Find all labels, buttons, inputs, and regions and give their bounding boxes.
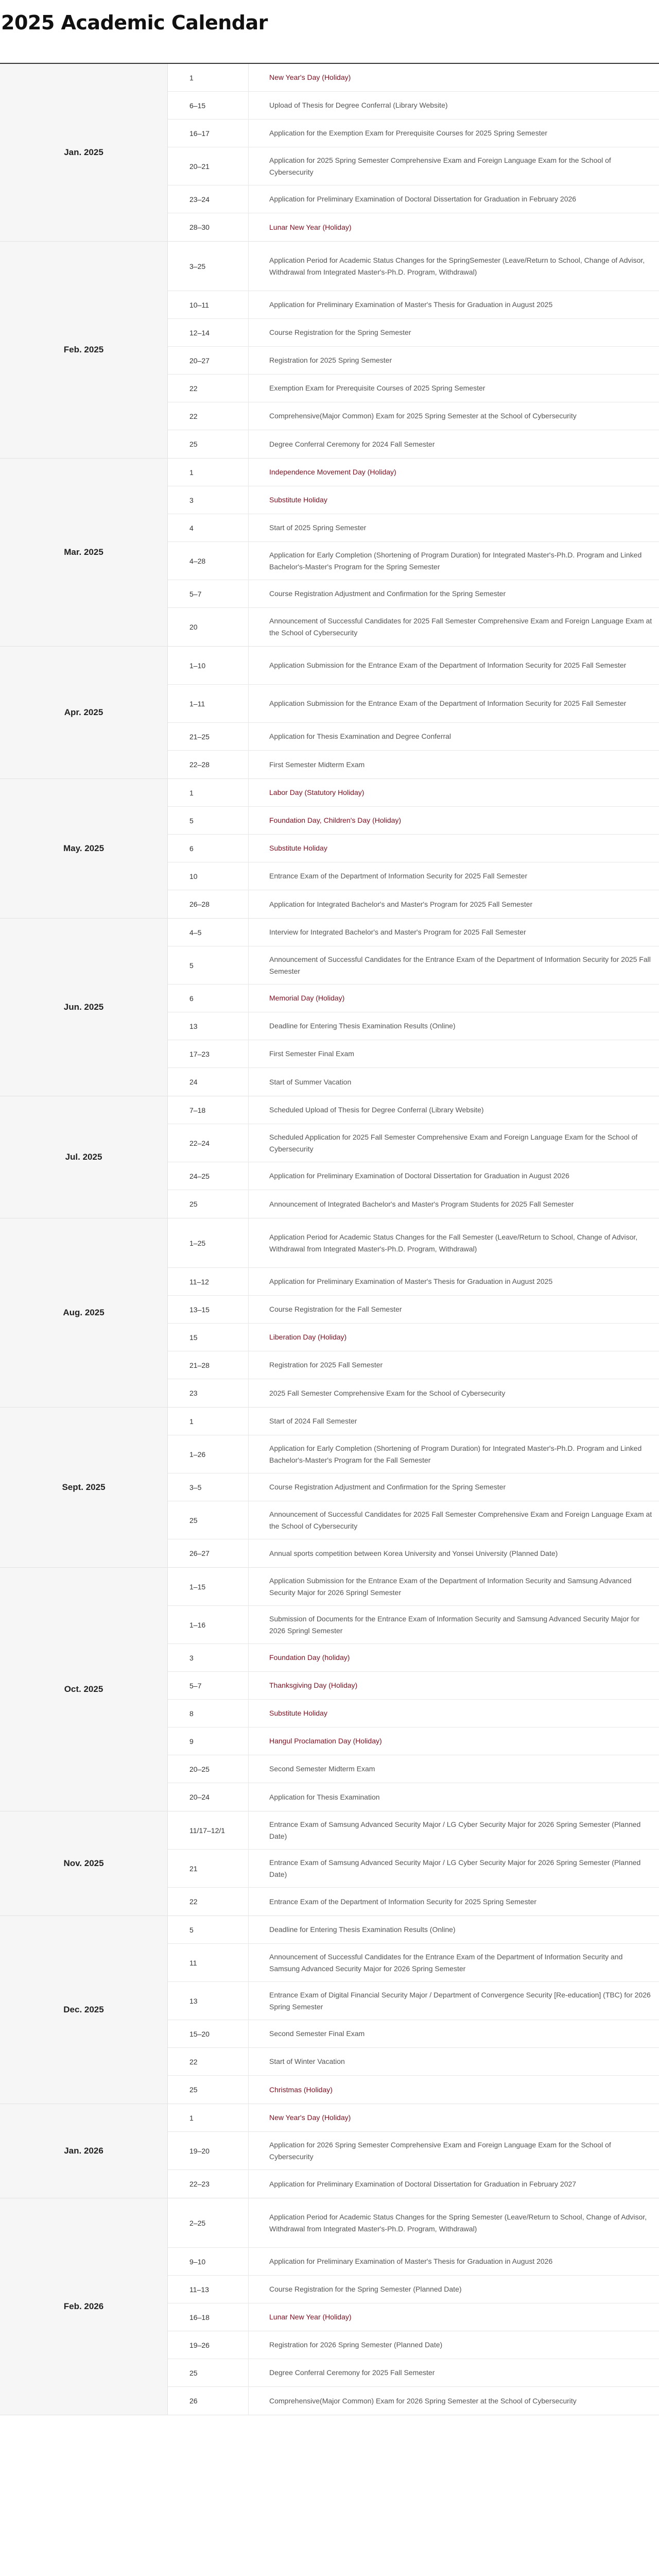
event-date: 20–21 — [168, 147, 249, 185]
calendar-row — [168, 1501, 659, 1539]
calendar-row — [168, 1727, 659, 1755]
event-date: 21–25 — [168, 723, 249, 750]
holiday-event-text: Labor Day (Statutory Holiday) — [269, 788, 365, 796]
event-text: Course Registration for the Fall Semester — [269, 1305, 402, 1313]
event-text: Scheduled Application for 2025 Fall Semester Comprehensive Exam and Foreign Language Exam for the School of Cybersecurity — [269, 1132, 638, 1153]
event-date: 3–5 — [168, 1473, 249, 1501]
month-block — [0, 2198, 659, 2415]
event-date: 22 — [168, 2048, 249, 2075]
event-text: First Semester Final Exam — [269, 1049, 354, 1058]
holiday-event-text: Thanksgiving Day (Holiday) — [269, 1681, 358, 1689]
event-date: 1–10 — [168, 647, 249, 684]
event-text: Course Registration Adjustment and Confirmation for the Spring Semester — [269, 1483, 506, 1491]
calendar-row — [168, 1012, 659, 1040]
calendar-row — [168, 2170, 659, 2198]
calendar-row — [168, 402, 659, 430]
month-events — [168, 1096, 659, 1218]
event-date: 1–26 — [168, 1435, 249, 1473]
event-text: Start of Summer Vacation — [269, 1077, 352, 1086]
holiday-event-text: New Year's Day (Holiday) — [269, 2113, 351, 2122]
calendar-row — [168, 807, 659, 835]
event-text: Entrance Exam of Samsung Advanced Security Major / LG Cyber Security Major for 2026 Spring Semester (Planned Date) — [269, 1858, 641, 1878]
month-label: Aug. 2025 — [0, 1218, 168, 1407]
calendar-row — [168, 2331, 659, 2359]
event-text: Degree Conferral Ceremony for 2024 Fall Semester — [269, 439, 435, 448]
month-label: Oct. 2025 — [0, 1568, 168, 1811]
calendar-row — [168, 291, 659, 319]
calendar-row — [168, 835, 659, 862]
event-date: 25 — [168, 1501, 249, 1539]
event-date: 1–25 — [168, 1218, 249, 1267]
event-date: 1–11 — [168, 685, 249, 722]
event-date: 10–11 — [168, 291, 249, 318]
event-text: Annual sports competition between Korea University and Yonsei University (Planned Date) — [269, 1549, 558, 1557]
event-date: 5 — [168, 946, 249, 984]
month-block — [0, 647, 659, 779]
month-block — [0, 1408, 659, 1568]
month-events — [168, 1916, 659, 2104]
event-date: 22 — [168, 375, 249, 402]
calendar-row — [168, 1218, 659, 1268]
event-date: 6 — [168, 835, 249, 862]
event-date: 4–5 — [168, 919, 249, 946]
calendar-row — [168, 1096, 659, 1124]
month-label: Feb. 2026 — [0, 2198, 168, 2415]
event-date: 22–28 — [168, 751, 249, 778]
event-date: 20 — [168, 608, 249, 646]
event-date: 6–15 — [168, 92, 249, 119]
event-date: 9–10 — [168, 2248, 249, 2275]
event-date: 7–18 — [168, 1096, 249, 1124]
holiday-event-text: Substitute Holiday — [269, 1709, 327, 1717]
month-label: Apr. 2025 — [0, 647, 168, 778]
event-text: Announcement of Successful Candidates for the Entrance Exam of the Department of Information Security for 2025 Fall Semester — [269, 955, 651, 975]
event-text: Upload of Thesis for Degree Conferral (Library Website) — [269, 101, 448, 109]
event-date: 1 — [168, 459, 249, 486]
calendar-row — [168, 2104, 659, 2132]
calendar-row — [168, 919, 659, 946]
event-text: Application Submission for the Entrance Exam of the Department of Information Security for 2025 Fall Semester — [269, 661, 627, 669]
calendar-row — [168, 2276, 659, 2303]
calendar-row — [168, 1068, 659, 1096]
calendar-row — [168, 1435, 659, 1473]
month-events — [168, 779, 659, 918]
event-text: Entrance Exam of the Department of Information Security for 2025 Fall Semester — [269, 872, 528, 880]
month-label: Jan. 2026 — [0, 2104, 168, 2198]
event-text: Degree Conferral Ceremony for 2025 Fall Semester — [269, 2368, 435, 2377]
event-text: Application Period for Academic Status Changes for the Fall Semester (Leave/Return to School, Change of Advisor, Withdrawal from Integrated Master's-Ph.D. Program, Withdrawal) — [269, 1232, 638, 1253]
event-date: 22 — [168, 402, 249, 430]
calendar-row — [168, 92, 659, 120]
event-text: Start of 2025 Spring Semester — [269, 523, 367, 532]
page-title: 2025 Academic Calendar — [1, 11, 268, 34]
month-events — [168, 1811, 659, 1916]
holiday-event-text: Foundation Day (holiday) — [269, 1653, 350, 1662]
event-text: Application for Preliminary Examination of Master's Thesis for Graduation in August 2026 — [269, 2257, 553, 2265]
calendar-row — [168, 1783, 659, 1811]
event-text: Application for Thesis Examination and Degree Conferral — [269, 732, 452, 740]
event-text: Registration for 2026 Spring Semester (Planned Date) — [269, 2341, 443, 2349]
event-date: 22–23 — [168, 2170, 249, 2198]
event-text: Deadline for Entering Thesis Examination Results (Online) — [269, 1925, 456, 1934]
event-date: 3 — [168, 1644, 249, 1671]
calendar-row — [168, 2198, 659, 2248]
event-text: Scheduled Upload of Thesis for Degree Conferral (Library Website) — [269, 1106, 484, 1114]
month-block — [0, 1916, 659, 2104]
calendar-row — [168, 1811, 659, 1850]
calendar-row — [168, 985, 659, 1012]
calendar-row — [168, 375, 659, 402]
event-text: Course Registration for the Spring Semester (Planned Date) — [269, 2285, 462, 2293]
calendar-row — [168, 1672, 659, 1700]
calendar-row — [168, 2387, 659, 2415]
calendar-row — [168, 2020, 659, 2048]
event-date: 20–27 — [168, 347, 249, 374]
month-block — [0, 1568, 659, 1811]
month-events — [168, 2198, 659, 2415]
event-date: 19–20 — [168, 2132, 249, 2170]
event-date: 1 — [168, 1408, 249, 1435]
holiday-event-text: Christmas (Holiday) — [269, 2085, 333, 2094]
event-text: Deadline for Entering Thesis Examination Results (Online) — [269, 1022, 456, 1030]
event-text: Comprehensive(Major Common) Exam for 2026 Spring Semester at the School of Cybersecurity — [269, 2396, 577, 2405]
calendar-row — [168, 1040, 659, 1068]
month-block — [0, 1218, 659, 1408]
month-label: Jun. 2025 — [0, 919, 168, 1096]
calendar-row — [168, 1379, 659, 1407]
event-date: 16–17 — [168, 120, 249, 147]
calendar-row — [168, 1268, 659, 1296]
event-date: 11–12 — [168, 1268, 249, 1295]
event-date: 17–23 — [168, 1040, 249, 1067]
event-text: Application for Integrated Bachelor's and Master's Program for 2025 Fall Semester — [269, 900, 533, 908]
event-date: 13 — [168, 1012, 249, 1040]
month-label: Feb. 2025 — [0, 242, 168, 458]
event-text: Entrance Exam of Samsung Advanced Security Major / LG Cyber Security Major for 2026 Spring Semester (Planned Date) — [269, 1820, 641, 1840]
calendar-row — [168, 2248, 659, 2276]
month-events — [168, 459, 659, 646]
calendar-row — [168, 430, 659, 458]
event-text: Start of Winter Vacation — [269, 2057, 345, 2065]
event-date: 25 — [168, 2076, 249, 2104]
event-text: Application for Preliminary Examination of Doctoral Dissertation for Graduation in February 2027 — [269, 2179, 577, 2188]
holiday-event-text: Lunar New Year (Holiday) — [269, 2313, 352, 2321]
event-text: Announcement of Integrated Bachelor's and Master's Program Students for 2025 Fall Semester — [269, 1199, 574, 1208]
event-date: 5–7 — [168, 1672, 249, 1699]
event-text: Entrance Exam of Digital Financial Security Major / Department of Convergence Security [Re-education] (TBC) for 2026 Spring Semester — [269, 1990, 651, 2011]
event-date: 21–28 — [168, 1351, 249, 1379]
event-date: 26–28 — [168, 890, 249, 918]
event-date: 25 — [168, 1190, 249, 1218]
event-text: Announcement of Successful Candidates for 2025 Fall Semester Comprehensive Exam and Foreign Language Exam at the School of Cybersecurity — [269, 1510, 652, 1530]
event-text: Application for Thesis Examination — [269, 1792, 380, 1801]
month-events — [168, 64, 659, 241]
event-date: 11–13 — [168, 2276, 249, 2303]
calendar-row — [168, 120, 659, 147]
event-text: Registration for 2025 Fall Semester — [269, 1361, 383, 1369]
event-text: Registration for 2025 Spring Semester — [269, 356, 392, 364]
calendar-row — [168, 751, 659, 778]
event-text: Application for 2026 Spring Semester Comprehensive Exam and Foreign Language Exam for the School of Cybersecurity — [269, 2140, 611, 2161]
calendar-row — [168, 1190, 659, 1218]
month-block — [0, 1811, 659, 1916]
event-date: 23–24 — [168, 185, 249, 213]
month-label: Jan. 2025 — [0, 64, 168, 241]
month-events — [168, 2104, 659, 2198]
event-date: 6 — [168, 985, 249, 1012]
month-block — [0, 919, 659, 1096]
month-events — [168, 919, 659, 1096]
calendar-row — [168, 1324, 659, 1351]
event-date: 5 — [168, 807, 249, 834]
event-text: Application for Preliminary Examination of Doctoral Dissertation for Graduation in August 2026 — [269, 1172, 569, 1180]
calendar-row — [168, 1644, 659, 1672]
calendar-row — [168, 1162, 659, 1190]
calendar-row — [168, 723, 659, 751]
event-date: 1–16 — [168, 1606, 249, 1643]
calendar-row — [168, 2303, 659, 2331]
holiday-event-text: Lunar New Year (Holiday) — [269, 223, 352, 231]
holiday-event-text: Hangul Proclamation Day (Holiday) — [269, 1737, 382, 1745]
event-date: 15 — [168, 1324, 249, 1351]
event-date: 13–15 — [168, 1296, 249, 1323]
calendar-row — [168, 890, 659, 918]
month-label: Mar. 2025 — [0, 459, 168, 646]
calendar-row — [168, 1296, 659, 1324]
event-date: 22–24 — [168, 1124, 249, 1162]
month-label: Nov. 2025 — [0, 1811, 168, 1916]
calendar-row — [168, 213, 659, 241]
calendar-row — [168, 2076, 659, 2104]
month-events — [168, 242, 659, 458]
event-date: 11/17–12/1 — [168, 1811, 249, 1849]
event-date: 25 — [168, 2359, 249, 2386]
event-date: 24 — [168, 1068, 249, 1096]
month-block — [0, 779, 659, 919]
event-date: 1 — [168, 64, 249, 91]
calendar-row — [168, 1606, 659, 1644]
calendar-row — [168, 2132, 659, 2170]
event-text: Submission of Documents for the Entrance Exam of Information Security and Samsung Advanced Security Major for 2026 Springl Semester — [269, 1614, 640, 1635]
event-text: Application Submission for the Entrance Exam of the Department of Information Security for 2025 Fall Semester — [269, 699, 627, 707]
calendar-row — [168, 685, 659, 723]
event-text: Second Semester Final Exam — [269, 2029, 365, 2038]
calendar-row — [168, 1700, 659, 1727]
calendar-row — [168, 1888, 659, 1916]
event-text: Second Semester Midterm Exam — [269, 1765, 375, 1773]
month-events — [168, 1218, 659, 1407]
holiday-event-text: New Year's Day (Holiday) — [269, 73, 351, 81]
calendar-row — [168, 147, 659, 185]
event-text: Application for Early Completion (Shortening of Program Duration) for Integrated Master's-Ph.D. Program and Linked Bachelor's-Master's Program for the Spring Semester — [269, 550, 642, 571]
month-label: Jul. 2025 — [0, 1096, 168, 1218]
event-text: Application for Early Completion (Shortening of Program Duration) for Integrated Master's-Ph.D. Program and Linked Bachelor's-Master's Program for the Fall Semester — [269, 1444, 642, 1464]
holiday-event-text: Foundation Day, Children's Day (Holiday) — [269, 816, 402, 824]
event-text: Application Period for Academic Status Changes for the Spring Semester (Leave/Return to School, Change of Advisor, Withdrawal from Integrated Master's-Ph.D. Program, Withdrawal) — [269, 2212, 647, 2233]
event-text: Entrance Exam of the Department of Information Security for 2025 Spring Semester — [269, 1897, 537, 1906]
event-date: 1 — [168, 2104, 249, 2131]
calendar-row — [168, 580, 659, 608]
event-text: Announcement of Successful Candidates for the Entrance Exam of the Department of Information Security and Samsung Advanced Security Major for 2026 Spring Semester — [269, 1952, 623, 1973]
event-date: 16–18 — [168, 2303, 249, 2331]
calendar-row — [168, 542, 659, 580]
calendar-row — [168, 2048, 659, 2076]
event-text: Exemption Exam for Prerequisite Courses of 2025 Spring Semester — [269, 384, 485, 392]
event-text: Application for Preliminary Examination of Master's Thesis for Graduation in August 2025 — [269, 1277, 553, 1285]
event-date: 8 — [168, 1700, 249, 1727]
event-text: First Semester Midterm Exam — [269, 760, 365, 769]
event-date: 12–14 — [168, 319, 249, 346]
calendar-row — [168, 486, 659, 514]
calendar-row — [168, 1408, 659, 1435]
month-events — [168, 647, 659, 778]
month-block — [0, 2104, 659, 2198]
holiday-event-text: Liberation Day (Holiday) — [269, 1333, 347, 1341]
calendar-row — [168, 1916, 659, 1944]
event-text: Application for Preliminary Examination of Master's Thesis for Graduation in August 2025 — [269, 300, 553, 309]
event-date: 26 — [168, 2387, 249, 2415]
event-text: Application for the Exemption Exam for Prerequisite Courses for 2025 Spring Semester — [269, 129, 548, 137]
holiday-event-text: Substitute Holiday — [269, 496, 327, 504]
event-text: Interview for Integrated Bachelor's and Master's Program for 2025 Fall Semester — [269, 928, 526, 936]
calendar-row — [168, 1944, 659, 1982]
calendar-row — [168, 64, 659, 92]
month-block — [0, 242, 659, 459]
calendar-row — [168, 1351, 659, 1379]
event-date: 20–25 — [168, 1755, 249, 1783]
calendar-row — [168, 1539, 659, 1567]
event-date: 4 — [168, 514, 249, 541]
event-date: 20–24 — [168, 1783, 249, 1811]
event-date: 22 — [168, 1888, 249, 1916]
event-text: Comprehensive(Major Common) Exam for 2025 Spring Semester at the School of Cybersecurity — [269, 412, 577, 420]
event-date: 26–27 — [168, 1539, 249, 1567]
calendar-row — [168, 946, 659, 985]
calendar-row — [168, 2359, 659, 2387]
holiday-event-text: Memorial Day (Holiday) — [269, 994, 345, 1002]
event-date: 3 — [168, 486, 249, 514]
event-date: 3–25 — [168, 242, 249, 291]
event-text: Announcement of Successful Candidates for 2025 Fall Semester Comprehensive Exam and Foreign Language Exam at the School of Cybersecurity — [269, 617, 652, 637]
calendar-row — [168, 1124, 659, 1162]
holiday-event-text: Independence Movement Day (Holiday) — [269, 468, 396, 476]
event-text: Application for 2025 Spring Semester Comprehensive Exam and Foreign Language Exam for the School of Cybersecurity — [269, 156, 611, 176]
month-events — [168, 1568, 659, 1811]
event-text: 2025 Fall Semester Comprehensive Exam for the School of Cybersecurity — [269, 1388, 506, 1397]
month-label: Dec. 2025 — [0, 1916, 168, 2104]
calendar-row — [168, 1982, 659, 2020]
event-text: Application Period for Academic Status Changes for the SpringSemester (Leave/Return to School, Change of Advisor, Withdrawal from Integrated Master's-Ph.D. Program, Withdrawal) — [269, 256, 645, 276]
event-text: Application Submission for the Entrance Exam of the Department of Information Security and Samsung Advanced Security Major for 2026 Springl Semester — [269, 1576, 632, 1597]
calendar-row — [168, 459, 659, 486]
calendar-table — [0, 64, 659, 2415]
event-date: 5–7 — [168, 580, 249, 607]
event-text: Start of 2024 Fall Semester — [269, 1417, 357, 1425]
calendar-row — [168, 779, 659, 807]
month-label: May. 2025 — [0, 779, 168, 918]
month-events — [168, 1408, 659, 1567]
event-date: 1 — [168, 779, 249, 806]
event-date: 19–26 — [168, 2331, 249, 2359]
calendar-row — [168, 1850, 659, 1888]
calendar-row — [168, 1568, 659, 1606]
calendar-row — [168, 185, 659, 213]
calendar-row — [168, 319, 659, 347]
event-text: Application for Preliminary Examination of Doctoral Dissertation for Graduation in February 2026 — [269, 195, 577, 203]
holiday-event-text: Substitute Holiday — [269, 844, 327, 852]
calendar-row — [168, 242, 659, 291]
event-date: 24–25 — [168, 1162, 249, 1190]
event-date: 2–25 — [168, 2198, 249, 2247]
calendar-row — [168, 862, 659, 890]
calendar-row — [168, 347, 659, 375]
event-date: 11 — [168, 1944, 249, 1981]
calendar-row — [168, 1755, 659, 1783]
event-text: Course Registration for the Spring Semester — [269, 328, 411, 336]
event-date: 1–15 — [168, 1568, 249, 1605]
calendar-row — [168, 1473, 659, 1501]
event-date: 23 — [168, 1379, 249, 1407]
calendar-row — [168, 514, 659, 542]
event-date: 21 — [168, 1850, 249, 1887]
event-date: 4–28 — [168, 542, 249, 580]
month-block — [0, 459, 659, 647]
event-date: 10 — [168, 862, 249, 890]
event-date: 15–20 — [168, 2020, 249, 2047]
event-date: 28–30 — [168, 213, 249, 241]
event-date: 25 — [168, 430, 249, 458]
calendar-row — [168, 608, 659, 646]
event-date: 5 — [168, 1916, 249, 1943]
month-label: Sept. 2025 — [0, 1408, 168, 1567]
month-block — [0, 64, 659, 242]
month-block — [0, 1096, 659, 1218]
event-date: 13 — [168, 1982, 249, 2020]
event-text: Course Registration Adjustment and Confirmation for the Spring Semester — [269, 589, 506, 598]
calendar-row — [168, 647, 659, 685]
event-date: 9 — [168, 1727, 249, 1755]
